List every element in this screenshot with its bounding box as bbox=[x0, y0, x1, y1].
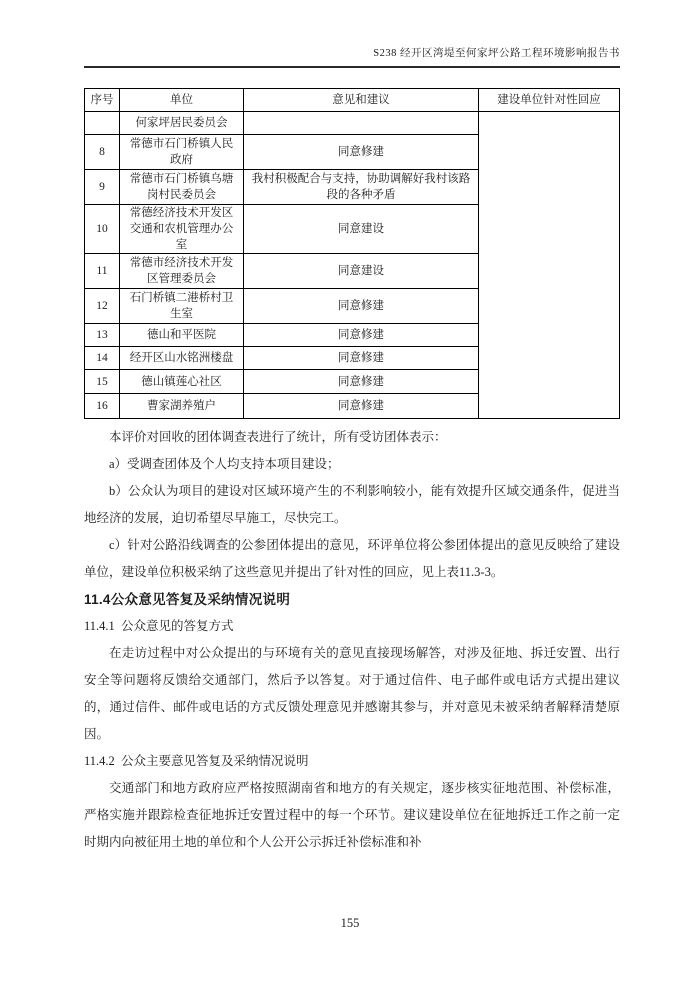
paragraph-11-4-2: 交通部门和地方政府应严格按照湖南省和地方的有关规定，逐步核实征地范围、补偿标准，严格实施并跟踪检查征地拆迁安置过程中的每一个环节。建议建设单位在征地拆迁工作之前一定时期内向被征用土地的单位和个人公开公示拆迁补偿标准和补 bbox=[84, 781, 620, 849]
list-item-b: b）公众认为项目的建设对区域环境产生的不利影响较小，能有效提升区域交通条件，促进当地经济的发展，迫切希望尽早施工，尽快完工。 bbox=[84, 484, 620, 525]
cell-unit: 德山镇莲心社区 bbox=[120, 370, 244, 394]
cell-comment: 同意建设 bbox=[244, 205, 479, 254]
table-header-row bbox=[85, 89, 620, 112]
cell-comment: 同意建设 bbox=[244, 254, 479, 289]
list-item-a: a）受调查团体及个人均支持本项目建设； bbox=[109, 457, 340, 471]
cell-no: 9 bbox=[85, 170, 120, 205]
cell-unit: 常德经济技术开发区交通和农机管理办公室 bbox=[120, 205, 244, 254]
col-header-no: 序号 bbox=[85, 89, 120, 112]
col-header-comment: 意见和建议 bbox=[244, 89, 479, 112]
col-header-unit: 单位 bbox=[120, 89, 244, 112]
paragraph-11-4-1: 在走访过程中对公众提出的与环境有关的意见直接现场解答，对涉及征地、拆迁安置、出行安全等问题将反馈给交通部门，然后予以答复。对于通过信件、电子邮件或电话方式提出建议的，通过信件、邮件或电话的方式反馈处理意见并感谢其参与，并对意见未被采纳者解释清楚原因。 bbox=[84, 646, 620, 741]
cell-comment: 我村积极配合与支持，协助调解好我村该路段的各种矛盾 bbox=[244, 170, 479, 205]
section-heading-11-4: 11.4公众意见答复及采纳情况说明 bbox=[84, 592, 291, 607]
cell-comment: 同意修建 bbox=[244, 135, 479, 170]
page-number: 155 bbox=[340, 916, 360, 930]
cell-no: 13 bbox=[85, 324, 120, 347]
cell-unit: 何家坪居民委员会 bbox=[120, 112, 244, 135]
cell-unit: 常德市石门桥镇乌塘岗村民委员会 bbox=[120, 170, 244, 205]
cell-no bbox=[85, 112, 120, 135]
cell-comment: 同意修建 bbox=[244, 289, 479, 324]
cell-no: 8 bbox=[85, 135, 120, 170]
cell-unit: 常德市石门桥镇人民政府 bbox=[120, 135, 244, 170]
doc-title: S238 经开区湾堤至何家坪公路工程环境影响报告书 bbox=[373, 48, 620, 59]
cell-unit: 常德市经济技术开发区管理委员会 bbox=[120, 254, 244, 289]
paragraph-intro: 本评价对回收的团体调查表进行了统计，所有受访团体表示： bbox=[109, 430, 447, 444]
section-heading-11-4-1: 11.4.1 公众意见的答复方式 bbox=[84, 619, 234, 633]
cell-unit: 德山和平医院 bbox=[120, 324, 244, 347]
cell-unit: 曹家湖养殖户 bbox=[120, 394, 244, 419]
cell-comment: 同意修建 bbox=[244, 324, 479, 347]
cell-no: 15 bbox=[85, 370, 120, 394]
cell-comment: 同意修建 bbox=[244, 370, 479, 394]
cell-unit: 经开区山水铭洲楼盘 bbox=[120, 347, 244, 370]
cell-comment: 同意修建 bbox=[244, 347, 479, 370]
cell-comment: 同意修建 bbox=[244, 394, 479, 419]
cell-comment bbox=[244, 112, 479, 135]
cell-no: 16 bbox=[85, 394, 120, 419]
cell-no: 10 bbox=[85, 205, 120, 254]
cell-unit: 石门桥镇二港桥村卫生室 bbox=[120, 289, 244, 324]
table-row bbox=[85, 112, 620, 135]
cell-no: 14 bbox=[85, 347, 120, 370]
cell-no: 12 bbox=[85, 289, 120, 324]
body-text bbox=[84, 424, 620, 856]
list-item-c: c）针对公路沿线调查的公参团体提出的意见，环评单位将公参团体提出的意见反映给了建设单位，建设单位积极采纳了这些意见并提出了针对性的回应，见上表11.3-3。 bbox=[84, 538, 620, 579]
cell-no: 11 bbox=[85, 254, 120, 289]
running-header bbox=[84, 47, 620, 68]
col-header-response: 建设单位针对性回应 bbox=[479, 89, 620, 112]
public-opinion-table bbox=[84, 88, 620, 419]
cell-response-merged bbox=[479, 112, 620, 419]
section-heading-11-4-2: 11.4.2 公众主要意见答复及采纳情况说明 bbox=[84, 754, 309, 768]
